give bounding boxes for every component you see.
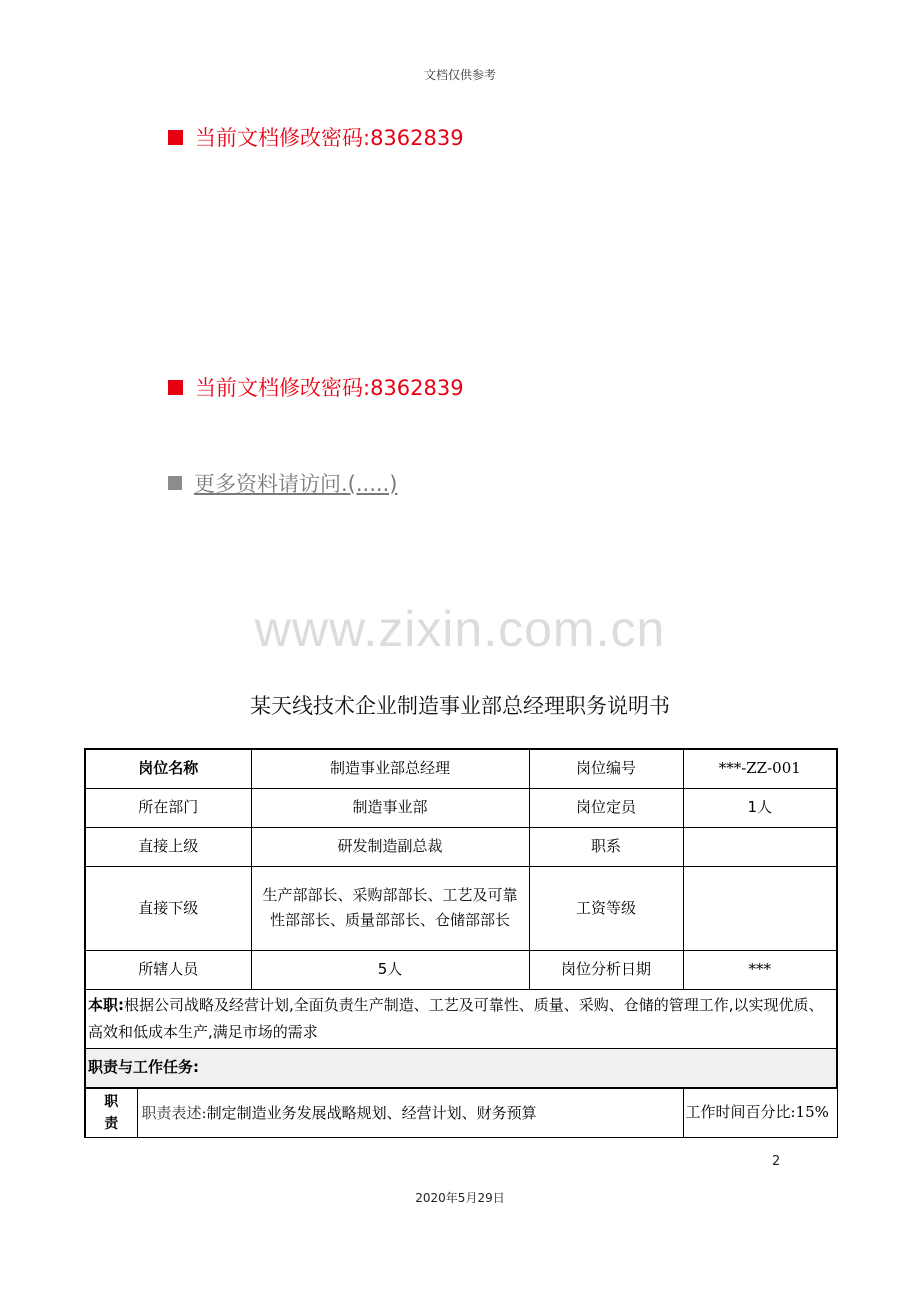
more-resources-link[interactable]: 更多资料请访问.(.....) <box>194 472 398 496</box>
table-row <box>85 866 837 950</box>
gray-square-icon <box>168 476 182 490</box>
label-job-family: 职系 <box>529 827 683 866</box>
job-summary <box>85 989 837 1048</box>
value-department: 制造事业部 <box>251 788 529 827</box>
label-headcount: 岗位定员 <box>529 788 683 827</box>
red-square-icon <box>168 130 183 145</box>
label-position-code: 岗位编号 <box>529 749 683 788</box>
duty-side-label: 职责 <box>85 1088 137 1138</box>
page-number: 2 <box>772 1154 781 1169</box>
table-row <box>85 1088 837 1138</box>
duty-desc-text: 制定制造业务发展战略规划、经营计划、财务预算 <box>206 1104 537 1122</box>
password-notice-text: 当前文档修改密码:8362839 <box>195 376 464 400</box>
value-staff-managed: 5人 <box>251 950 529 989</box>
job-info-table <box>84 748 838 1089</box>
label-staff-managed: 所辖人员 <box>85 950 251 989</box>
table-row <box>85 950 837 989</box>
document-title: 某天线技术企业制造事业部总经理职务说明书 <box>250 694 670 718</box>
table-row <box>85 827 837 866</box>
duty-table <box>84 1087 838 1138</box>
red-square-icon <box>168 380 183 395</box>
label-department: 所在部门 <box>85 788 251 827</box>
watermark: www.zixin.com.cn <box>254 601 666 657</box>
password-notice-text: 当前文档修改密码:8362839 <box>195 126 464 150</box>
table-row <box>85 788 837 827</box>
value-position-code: ***-ZZ-001 <box>683 749 837 788</box>
duties-header: 职责与工作任务: <box>85 1048 837 1088</box>
duty-desc-label: 职责表述: <box>141 1104 207 1122</box>
header-note: 文档仅供参考 <box>423 68 496 82</box>
value-headcount: 1人 <box>683 788 837 827</box>
footer-date: 2020年5月29日 <box>415 1191 505 1205</box>
more-resources-notice <box>168 468 397 498</box>
password-notice-1 <box>168 122 464 152</box>
label-salary-grade: 工资等级 <box>529 866 683 950</box>
password-notice-2 <box>168 372 464 402</box>
duty-description <box>137 1088 683 1138</box>
duties-header-row <box>85 1048 837 1088</box>
label-position-name: 岗位名称 <box>85 749 251 788</box>
value-direct-subordinates: 生产部部长、采购部部长、工艺及可靠性部部长、质量部部长、仓储部部长 <box>251 866 529 950</box>
label-direct-superior: 直接上级 <box>85 827 251 866</box>
value-analysis-date: *** <box>683 950 837 989</box>
value-position-name: 制造事业部总经理 <box>251 749 529 788</box>
duty-time-percentage: 工作时间百分比:15% <box>683 1088 837 1138</box>
label-analysis-date: 岗位分析日期 <box>529 950 683 989</box>
summary-label: 本职: <box>88 995 124 1014</box>
summary-row <box>85 989 837 1048</box>
label-direct-subordinates: 直接下级 <box>85 866 251 950</box>
table-row <box>85 749 837 788</box>
value-salary-grade <box>683 866 837 950</box>
value-job-family <box>683 827 837 866</box>
summary-text: 根据公司战略及经营计划,全面负责生产制造、工艺及可靠性、质量、采购、仓储的管理工作,以实现优质、高效和低成本生产,满足市场的需求 <box>88 995 824 1041</box>
value-direct-superior: 研发制造副总裁 <box>251 827 529 866</box>
